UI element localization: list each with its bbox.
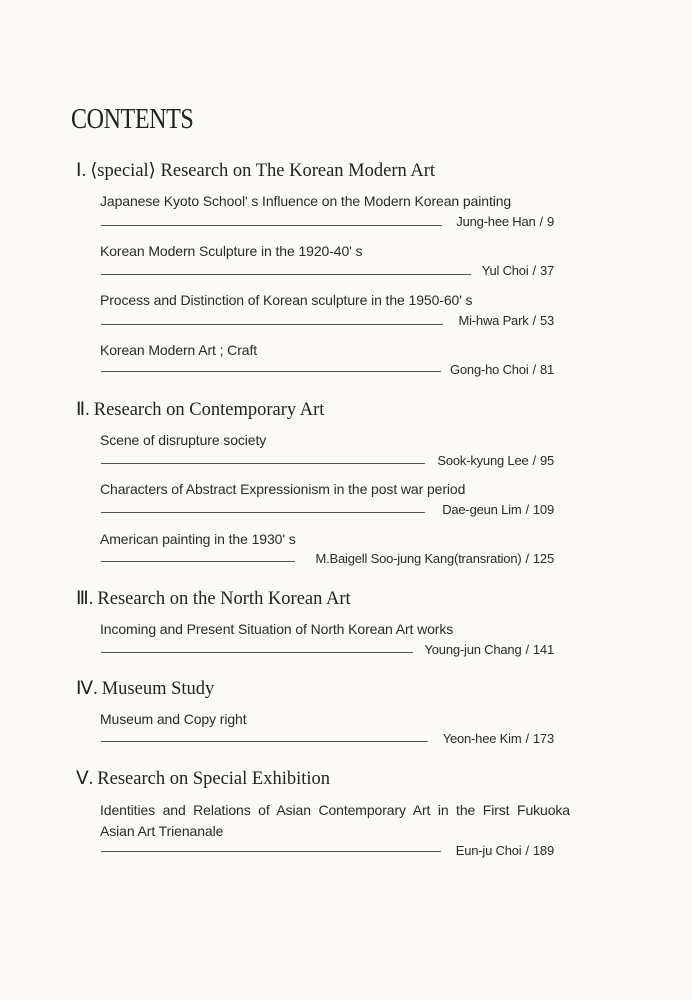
- entry-title: Korean Modern Sculpture in the 1920-40' s: [100, 243, 363, 259]
- entry-author: Eun-ju Choi / 189: [455, 843, 554, 858]
- entry-author: Jung-hee Han / 9: [456, 214, 554, 229]
- section-numeral: Ⅱ.: [76, 400, 90, 420]
- section-heading-2: [76, 399, 324, 421]
- entry-author: Yul Choi / 37: [481, 263, 554, 278]
- entry-page-number: 141: [532, 642, 554, 657]
- entry-page-number: 37: [539, 263, 554, 278]
- section-heading-text: ⟨special⟩ Research on The Korean Modern Art: [90, 161, 436, 181]
- entry-author: M.Baigell Soo-jung Kang(transration) / 125: [315, 551, 554, 566]
- section-heading-text: Research on Contemporary Art: [93, 400, 325, 420]
- section-heading-text: Research on Special Exhibition: [97, 769, 331, 789]
- leader-line: [101, 851, 441, 852]
- leader-line: [101, 512, 425, 513]
- entry-title: American painting in the 1930' s: [100, 531, 296, 547]
- entry-title: Scene of disrupture society: [100, 432, 267, 448]
- section-heading-text: Museum Study: [101, 679, 215, 699]
- leader-line: [101, 652, 413, 653]
- section-numeral: Ⅴ.: [76, 769, 94, 789]
- entry-page-number: 125: [532, 551, 554, 566]
- section-numeral: Ⅳ.: [76, 679, 98, 699]
- entry-title: Characters of Abstract Expressionism in the post war period: [100, 481, 466, 497]
- entry-page-number: 53: [539, 313, 554, 328]
- page-title: CONTENTS: [71, 104, 194, 135]
- leader-line: [101, 324, 443, 325]
- entry-title: Museum and Copy right: [100, 711, 247, 727]
- entry-title: Incoming and Present Situation of North Korean Art works: [100, 621, 454, 637]
- entry-page-number: 81: [539, 362, 554, 377]
- leader-line: [101, 225, 442, 226]
- section-numeral: Ⅰ.: [76, 161, 87, 181]
- entry-page-number: 9: [546, 214, 554, 229]
- section-heading-text: Research on the North Korean Art: [97, 589, 351, 609]
- leader-line: [101, 561, 295, 562]
- entry-title: Identities and Relations of Asian Contemporary Art in the First Fukuoka Asian Art Trienanale: [100, 802, 570, 839]
- leader-line: [101, 274, 471, 275]
- section-heading-5: [76, 768, 330, 790]
- entry-page-number: 173: [532, 731, 554, 746]
- entry-page-number: 95: [539, 453, 554, 468]
- leader-line: [101, 371, 441, 372]
- section-heading-4: [76, 678, 214, 700]
- entry-page-number: 109: [532, 502, 554, 517]
- section-heading-1: [76, 160, 435, 182]
- entry-page-number: 189: [532, 843, 554, 858]
- entry-author: Mi-hwa Park / 53: [458, 313, 554, 328]
- section-heading-3: [76, 588, 351, 610]
- leader-line: [101, 741, 428, 742]
- entry-author: Yeon-hee Kim / 173: [442, 731, 554, 746]
- entry-author: Young-jun Chang / 141: [424, 642, 554, 657]
- entry-author: Dae-geun Lim / 109: [442, 502, 554, 517]
- entry-title: Process and Distinction of Korean sculpture in the 1950-60' s: [100, 292, 473, 308]
- entry-author: Sook-kyung Lee / 95: [437, 453, 554, 468]
- leader-line: [101, 463, 425, 464]
- entry-author: Gong-ho Choi / 81: [449, 362, 554, 377]
- entry-title: Japanese Kyoto School' s Influence on the Modern Korean painting: [100, 193, 512, 209]
- entry-title: Korean Modern Art ; Craft: [100, 342, 258, 358]
- section-numeral: Ⅲ.: [76, 589, 94, 609]
